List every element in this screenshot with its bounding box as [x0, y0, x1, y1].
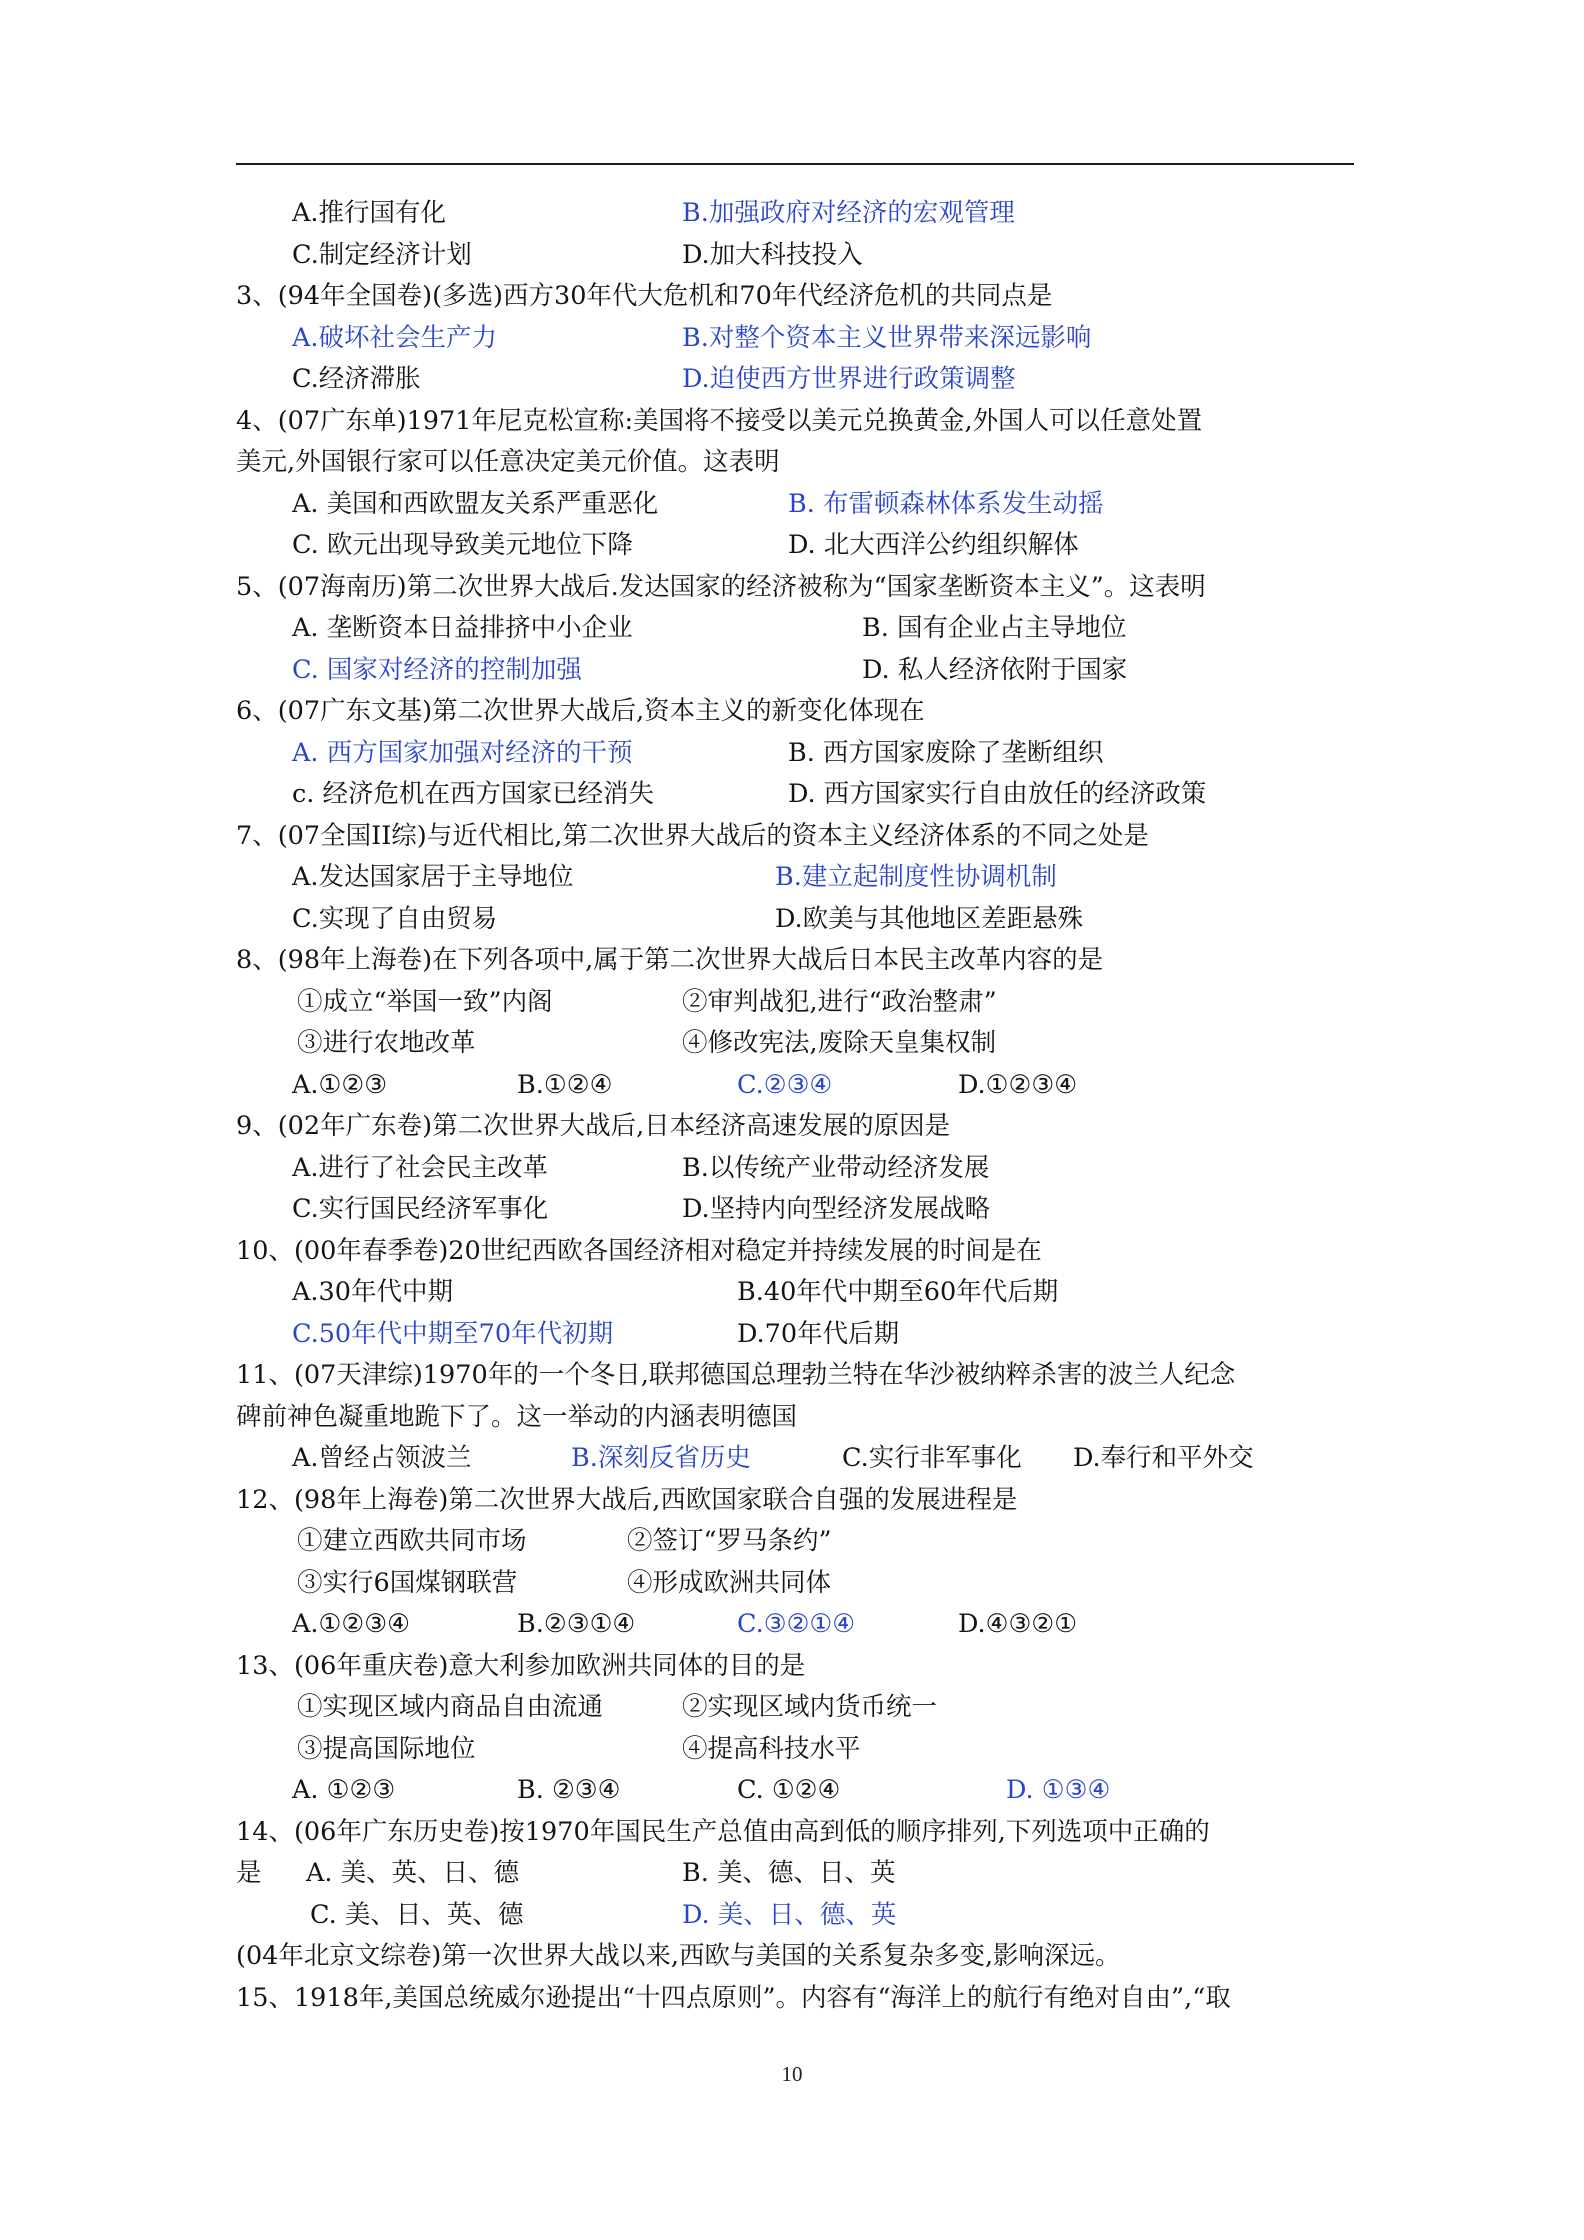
question-text: 3、(94年全国卷)(多选)西方30年代大危机和70年代经济危机的共同点是: [236, 281, 1053, 311]
choice-text: A.①②③: [292, 1069, 388, 1100]
choice-text: C. 欧元出现导致美元地位下降: [292, 530, 633, 560]
header-rule: [236, 163, 1354, 165]
choice-text: D.④③②①: [958, 1609, 1078, 1639]
choice-text: A. 美国和西欧盟友关系严重恶化: [292, 488, 659, 519]
question-text: 12、(98年上海卷)第二次世界大战后,西欧国家联合自强的发展进程是: [236, 1484, 1018, 1515]
choice-text: A. ①②③: [292, 1775, 396, 1805]
choice-text: ②审判战犯,进行“政治整肃”: [682, 986, 997, 1017]
choice-text: C.制定经济计划: [292, 239, 472, 270]
choice-text: ②签订“罗马条约”: [627, 1526, 832, 1556]
choice-text: C. 美、日、英、德: [310, 1899, 524, 1930]
choice-text: B. ②③④: [517, 1775, 621, 1805]
choice-text: D.奉行和平外交: [1073, 1443, 1254, 1473]
answer-choice: C.③②①④: [737, 1609, 856, 1639]
answer-choice: D. 美、日、德、英: [682, 1899, 897, 1930]
choice-text: ④形成欧洲共同体: [627, 1567, 832, 1598]
question-text: 9、(02年广东卷)第二次世界大战后,日本经济高速发展的原因是: [236, 1111, 951, 1141]
choice-text: B. 国有企业占主导地位: [862, 613, 1127, 643]
choice-text: B. 西方国家废除了垄断组织: [788, 737, 1104, 768]
choice-text: D. 私人经济依附于国家: [862, 654, 1128, 685]
choice-text: D.欧美与其他地区差距悬殊: [775, 903, 1084, 934]
choice-text: A. 垄断资本日益排挤中小企业: [292, 613, 633, 643]
choice-text: D. 西方国家实行自由放任的经济政策: [788, 779, 1207, 809]
question-text: 7、(07全国II综)与近代相比,第二次世界大战后的资本主义经济体系的不同之处是: [236, 820, 1149, 851]
question-text: 13、(06年重庆卷)意大利参加欧洲共同体的目的是: [236, 1650, 806, 1681]
choice-text: D.70年代后期: [737, 1318, 900, 1349]
answer-choice: C.50年代中期至70年代初期: [292, 1318, 614, 1349]
answer-choice: C.②③④: [737, 1069, 833, 1100]
choice-text: A.进行了社会民主改革: [292, 1152, 549, 1183]
answer-choice: D. ①③④: [1006, 1775, 1111, 1805]
choice-text: ①成立“举国一致”内阁: [297, 986, 553, 1017]
question-text: 15、1918年,美国总统威尔逊提出“十四点原则”。内容有“海洋上的航行有绝对自由”,“取: [236, 1982, 1231, 2013]
choice-text: B.以传统产业带动经济发展: [682, 1152, 990, 1183]
choice-text: A.①②③④: [292, 1609, 410, 1639]
answer-choice: B. 布雷顿森林体系发生动摇: [788, 488, 1104, 519]
choice-text: A.曾经占领波兰: [292, 1443, 472, 1473]
choice-text: C.实现了自由贸易: [292, 903, 498, 934]
answer-choice: A. 西方国家加强对经济的干预: [292, 737, 633, 768]
question-text: 6、(07广东文基)第二次世界大战后,资本主义的新变化体现在: [236, 696, 925, 726]
choice-text: A.发达国家居于主导地位: [292, 862, 574, 892]
question-text: 碑前神色凝重地跪下了。这一举动的内涵表明德国: [236, 1401, 798, 1432]
choice-text: ③提高国际地位: [297, 1733, 476, 1764]
page-number: 10: [781, 2062, 803, 2086]
choice-text: D.①②③④: [958, 1069, 1078, 1100]
question-text: 10、(00年春季卷)20世纪西欧各国经济相对稳定并持续发展的时间是在: [236, 1235, 1042, 1266]
choice-text: D.坚持内向型经济发展战略: [682, 1194, 991, 1224]
choice-text: B. 美、德、日、英: [682, 1858, 896, 1888]
answer-choice: B.深刻反省历史: [571, 1443, 751, 1473]
choice-text: ③实行6国煤钢联营: [297, 1567, 518, 1598]
answer-choice: B.对整个资本主义世界带来深远影响: [682, 322, 1092, 353]
choice-text: C.实行非军事化: [842, 1443, 1022, 1473]
choice-text: D.加大科技投入: [682, 239, 863, 270]
choice-text: D. 北大西洋公约组织解体: [788, 530, 1079, 560]
question-text: 8、(98年上海卷)在下列各项中,属于第二次世界大战后日本民主改革内容的是: [236, 945, 1104, 975]
choice-text: B.②③①④: [517, 1609, 636, 1639]
choice-text: ④提高科技水平: [682, 1733, 861, 1764]
answer-choice: C. 国家对经济的控制加强: [292, 654, 582, 685]
choice-text: B.①②④: [517, 1069, 613, 1100]
choice-text: ③进行农地改革: [297, 1028, 476, 1058]
question-text: 美元,外国银行家可以任意决定美元价值。这表明: [236, 447, 780, 477]
question-text: 11、(07天津综)1970年的一个冬日,联邦德国总理勃兰特在华沙被纳粹杀害的波兰人纪念: [236, 1360, 1236, 1390]
choice-text: C. ①②④: [737, 1775, 841, 1805]
choice-text: c. 经济危机在西方国家已经消失: [292, 779, 654, 809]
choice-text: ①实现区域内商品自由流通: [297, 1692, 604, 1722]
question-text: 5、(07海南历)第二次世界大战后.发达国家的经济被称为“国家垄断资本主义”。这表明: [236, 571, 1206, 602]
answer-choice: A.破坏社会生产力: [292, 322, 498, 353]
choice-text: C.经济滞胀: [292, 364, 421, 394]
answer-choice: D.迫使西方世界进行政策调整: [682, 364, 1016, 394]
choice-text: A. 美、英、日、德: [306, 1858, 520, 1888]
question-text: (04年北京文综卷)第一次世界大战以来,西欧与美国的关系复杂多变,影响深远。: [236, 1941, 1121, 1971]
answer-choice: B.加强政府对经济的宏观管理: [682, 198, 1015, 228]
choice-text: B.40年代中期至60年代后期: [737, 1277, 1059, 1307]
choice-text: ②实现区域内货币统一: [682, 1692, 938, 1722]
choice-text: A.30年代中期: [292, 1277, 453, 1307]
choice-text: ④修改宪法,废除天皇集权制: [682, 1028, 997, 1058]
choice-text: ①建立西欧共同市场: [297, 1526, 527, 1556]
answer-choice: B.建立起制度性协调机制: [775, 862, 1057, 892]
question-text: 4、(07广东单)1971年尼克松宣称:美国将不接受以美元兑换黄金,外国人可以任意处置: [236, 405, 1203, 436]
choice-text: A.推行国有化: [292, 198, 447, 228]
question-text: 14、(06年广东历史卷)按1970年国民生产总值由高到低的顺序排列,下列选项中正确的: [236, 1816, 1210, 1847]
choice-text: 是: [236, 1858, 262, 1888]
choice-text: C.实行国民经济军事化: [292, 1194, 549, 1224]
